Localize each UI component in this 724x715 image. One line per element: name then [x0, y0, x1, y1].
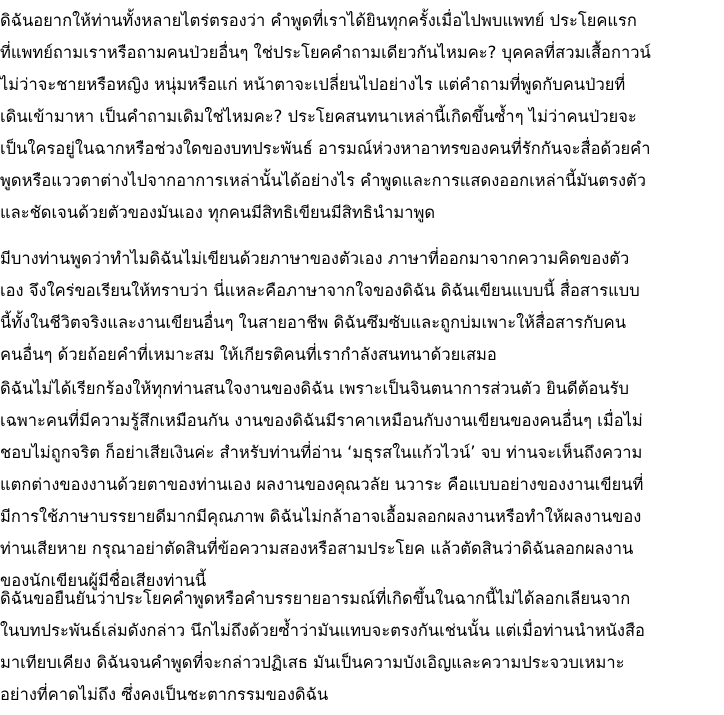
text-line: มีบางท่านพูดว่าทำไมดิฉันไม่เขียนด้วยภาษาของตัวเอง ภาษาที่ออกมาจากความคิดของตัว	[0, 249, 630, 268]
text-line: ไม่ว่าจะชายหรือหญิง หนุ่มหรือแก่ หน้าตาจะเปลี่ยนไปอย่างไร แต่คำถามที่พูดกับคนป่วยที่	[0, 75, 626, 94]
text-line: อย่างที่คาดไม่ถึง ซึ่งคงเป็นชะตากรรมของดิฉัน	[0, 685, 329, 704]
text-line: แตกต่างของงานด้วยตาของท่านเอง ผลงานของคุณวลัย นวาระ คือแบบอย่างของงานเขียนที่	[0, 475, 644, 494]
text-line: ของนักเขียนผู้มีชื่อเสียงท่านนี้	[0, 571, 207, 590]
text-line: คนอื่นๆ ด้วยถ้อยคำที่เหมาะสม ให้เกียรติคนที่เรากำลังสนทนาด้วยเสมอ	[0, 345, 497, 364]
text-line: ท่านเสียหาย กรุณาอย่าตัดสินที่ข้อความสองหรือสามประโยค แล้วตัดสินว่าดิฉันลอกผลงาน	[0, 539, 634, 558]
text-line: ชอบไม่ถูกจริต ก็อย่าเสียเงินค่ะ สำหรับท่านที่อ่าน ‘มธุรสในแก้วไวน์’ จบ ท่านจะเห็นถึงความ	[0, 443, 643, 462]
text-line: เดินเข้ามาหา เป็นคำถามเดิมใช่ไหมคะ? ประโยคสนทนาเหล่านี้เกิดขึ้นซ้ำๆ ไม่ว่าคนป่วยจะ	[0, 107, 637, 126]
text-line: เอง จึงใคร่ขอเรียนให้ทราบว่า นี่แหละคือภาษาจากใจของดิฉัน ดิฉันเขียนแบบนี้ สื่อสารแบบ	[0, 281, 640, 300]
text-line: ดิฉันขอยืนยันว่าประโยคคำพูดหรือคำบรรยายอารมณ์ที่เกิดขึ้นในฉากนี้ไม่ได้ลอกเลียนจาก	[0, 589, 631, 608]
text-line: ในบทประพันธ์เล่มดังกล่าว นึกไม่ถึงด้วยซ้ำว่ามันแทบจะตรงกันเช่นนั้น แต่เมื่อท่านนำหนังสือ	[0, 621, 645, 640]
text-line: นี้ทั้งในชีวิตจริงและงานเขียนอื่นๆ ในสายอาชีพ ดิฉันซึมซับและถูกบ่มเพาะให้สื่อสารกับคน	[0, 313, 626, 332]
text-line: เฉพาะคนที่มีความรู้สึกเหมือนกัน งานของดิฉันมีราคาเหมือนกับงานเขียนของคนอื่นๆ เมื่อไม่	[0, 411, 643, 430]
text-line: และชัดเจนด้วยตัวของมันเอง ทุกคนมีสิทธิเขียนมีสิทธินำมาพูด	[0, 203, 436, 222]
text-line: มีการใช้ภาษาบรรยายดีมากมีคุณภาพ ดิฉันไม่กล้าอาจเอื้อมลอกผลงานหรือทำให้ผลงานของ	[0, 507, 642, 526]
text-line: เป็นใครอยู่ในฉากหรือช่วงใดของบทประพันธ์ อารมณ์ห่วงหาอาทรของคนที่รักกันจะสื่อด้วยคำ	[0, 139, 651, 158]
text-line: มาเทียบเคียง ดิฉันจนคำพูดที่จะกล่าวปฏิเสธ มันเป็นความบังเอิญและความประจวบเหมาะ	[0, 653, 625, 672]
text-line: ดิฉันอยากให้ท่านทั้งหลายไตร่ตรองว่า คำพูดที่เราได้ยินทุกครั้งเมื่อไปพบแพทย์ ประโยคแรก	[0, 11, 637, 30]
text-line: ที่แพทย์ถามเราหรือถามคนป่วยอื่นๆ ใช่ประโยคคำถามเดียวกันไหมคะ? บุคคลที่สวมเสื้อกาวน์	[0, 43, 651, 62]
text-line: พูดหรือแววตาต่างไปจากอาการเหล่านั้นได้อย่างไร คำพูดและการแสดงออกเหล่านี้มันตรงตัว	[0, 171, 647, 190]
text-line: ดิฉันไม่ได้เรียกร้องให้ทุกท่านสนใจงานของดิฉัน เพราะเป็นจินตนาการส่วนตัว ยินดีต้อนรับ	[0, 379, 629, 398]
